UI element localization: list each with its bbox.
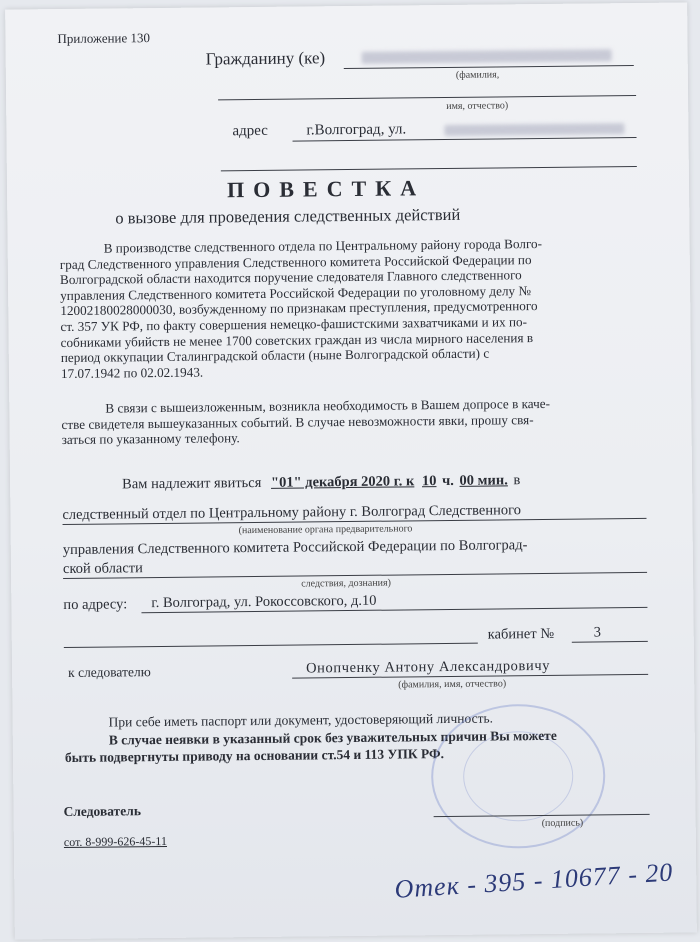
body-line: Волгоградской области находится поручение следователя Главного следственного	[59, 267, 522, 288]
recipient-name-line-2	[218, 95, 636, 100]
organ-sublabel-2: следствия, дознания)	[301, 577, 391, 590]
body-line: собниками убийств не менее 1700 советских граждан из числа мирного населения в	[60, 329, 534, 350]
recipient-name-line	[344, 65, 634, 69]
organ-sublabel-1: (наименование органа предварительного	[238, 523, 413, 537]
investigator-to-label: к следователю	[68, 664, 151, 680]
name-sublabel: (фамилия,	[455, 69, 500, 81]
address-value: г.Волгоград, ул.	[306, 121, 407, 139]
body-line: 17.07.1942 по 02.02.1943.	[60, 364, 204, 381]
appear-date: "01" декабря 2020 г. к	[270, 473, 415, 491]
organ-line-1: следственный отдел по Центральному району г. Волгоград Следственного	[62, 502, 522, 524]
address-label: адрес	[232, 122, 269, 140]
handwritten-note: Отек - 395 - 10677 - 20	[393, 857, 675, 904]
recipient-label: Гражданину (ке)	[205, 48, 326, 69]
investigator-name: Онопченку Антону Александровичу	[305, 657, 551, 677]
address-line-2	[221, 166, 637, 171]
office-value: 3	[593, 624, 602, 641]
body-line: 12002180028000030, возбужденному по признакам преступления, предусмотренного	[60, 298, 538, 319]
at-address-label: по адресу:	[63, 596, 128, 614]
body-paragraph-2	[61, 395, 641, 448]
body-line: заться по указанному телефону.	[61, 430, 240, 448]
appear-minutes: 00 мин.	[459, 472, 508, 489]
warning-line-2: быть подвергнуты приводу на основании ст.54 и 113 УПК РФ.	[64, 746, 445, 766]
appear-hour: 10	[421, 473, 437, 490]
name-sublabel-2: имя, отчество)	[446, 100, 509, 112]
redacted-name	[362, 49, 612, 64]
body-line: период оккупации Сталинградской области (ныне Волгоградской области) с	[60, 345, 490, 366]
investigator-phone: сот. 8-999-626-45-11	[63, 833, 167, 850]
body-line: В связи с вышеизложенным, возникла необходимость в Вашем допросе в каче-	[105, 395, 551, 416]
signer-label: Следователь	[63, 803, 142, 820]
body-paragraph-1	[60, 235, 641, 381]
body-line: В производстве следственного отдела по Центральному району города Волго-	[103, 235, 543, 256]
body-line: стве свидетеля вышеуказанных событий. В случае невозможности явки, прошу свя-	[61, 411, 534, 432]
signature-sublabel: (подпись)	[541, 817, 584, 830]
document-subtitle: о вызове для проведения следственных действий	[115, 204, 461, 228]
appendix-label: Приложение 130	[57, 30, 151, 47]
appear-hour-unit: ч.	[441, 472, 454, 490]
bring-documents-text: При себе иметь паспорт или документ, удостоверяющий личность.	[108, 710, 494, 730]
summons-document	[5, 2, 697, 939]
organ-line-3: ской области	[62, 560, 143, 578]
appear-prefix: Вам надлежит явиться	[122, 474, 262, 493]
appear-suffix: в	[513, 472, 521, 489]
appear-line	[122, 472, 520, 493]
investigator-sublabel: (фамилия, имя, отчество)	[398, 678, 507, 691]
organ-line-2: управления Следственного комитета Российской Федерации по Волгоград-	[62, 537, 528, 559]
warning-line-1: В случае неявки в указанный срок без уважительных причин Вы можете	[108, 727, 557, 748]
body-line: град Следственного управления Следственного комитета Российской Федерации по	[59, 251, 532, 272]
stamp-inner-ring	[463, 731, 574, 822]
office-underline	[572, 641, 648, 643]
at-address-value: г. Волгоград, ул. Рокоссовского, д.10	[151, 592, 377, 612]
redacted-address	[444, 123, 624, 136]
document-title: ПОВЕСТКА	[226, 175, 426, 203]
office-label: кабинет №	[487, 625, 555, 643]
body-line: управления Следственного комитета Российской Федерации по уголовному делу №	[60, 282, 532, 303]
blank-underline	[64, 643, 478, 648]
body-line: ст. 357 УК РФ, по факту совершения немецко-фашистскими захватчиками и их по-	[60, 314, 528, 335]
